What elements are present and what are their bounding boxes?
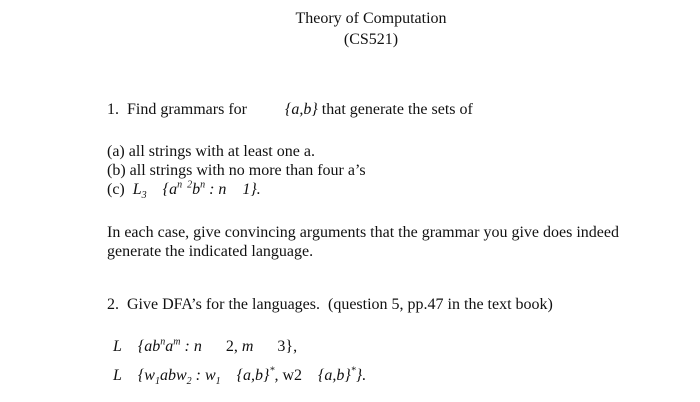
document-title: Theory of Computation xyxy=(295,10,447,27)
part-a-text: all strings with at least one a. xyxy=(128,143,315,160)
part-c xyxy=(107,179,261,202)
question-1-intro-after: that generate the sets of xyxy=(321,101,473,118)
language-2: L {$w_1abw_2$ : $w_1$ {a,b}*, w2 {a,b}*}. xyxy=(113,365,367,388)
question-1-intro: Find grammars for xyxy=(127,101,247,118)
question-2-number: 2. xyxy=(107,296,119,313)
part-b-text: all strings with no more than four a’s xyxy=(129,162,366,179)
part-b-label: (b) xyxy=(107,162,126,179)
alphabet-set: {a,b} xyxy=(284,101,318,118)
question-1-number: 1. xyxy=(107,101,119,118)
question-2 xyxy=(107,296,553,314)
question-1 xyxy=(107,101,473,119)
part-a xyxy=(107,143,315,161)
part-c-formula: $L_3$ {$a^{n 2}b^n$ : n 1}. xyxy=(128,179,261,202)
part-c-label: (c) xyxy=(107,181,125,198)
part-b xyxy=(107,162,366,180)
instruction-line-1: In each case, give convincing arguments that the grammar you give does indeed xyxy=(107,224,619,241)
course-code: (CS521) xyxy=(343,31,399,48)
part-a-label: (a) xyxy=(107,143,125,160)
question-2-reference: (question 5, pp.47 in the text book) xyxy=(328,296,553,313)
instruction-line-2: generate the indicated language. xyxy=(107,243,314,260)
question-2-text: Give DFA’s for the languages. xyxy=(127,296,320,313)
language-1: L {$ab^na^m$ : n 2, m 3}, xyxy=(113,336,298,355)
